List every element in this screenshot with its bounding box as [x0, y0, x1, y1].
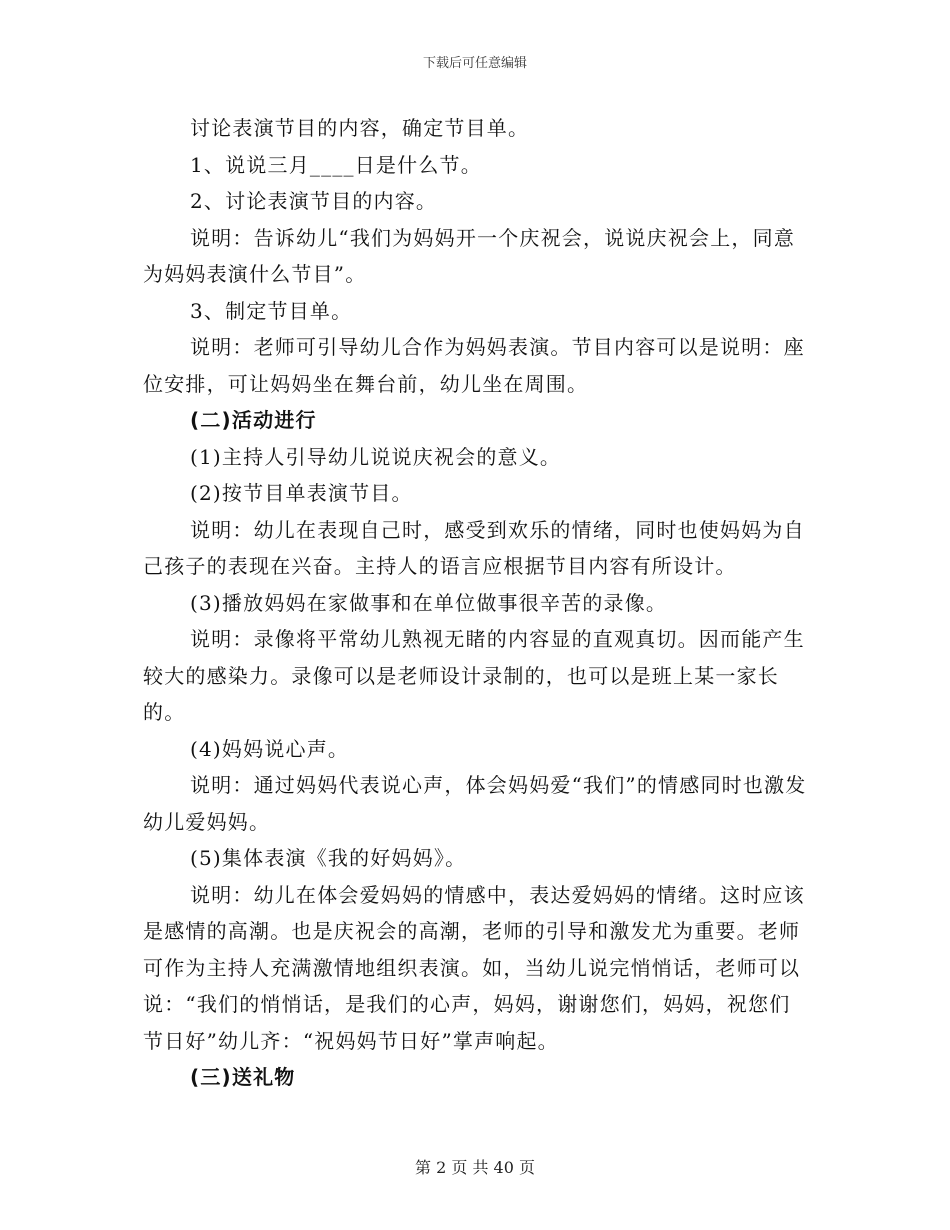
list-item: (3)播放妈妈在家做事和在单位做事很辛苦的录像。 — [190, 590, 668, 615]
paragraph: 说明：幼儿在表现自己时，感受到欢乐的情绪，同时也使妈妈为自己孩子的表现在兴奋。主持人的语言应根据节目内容有所设计。 — [143, 517, 805, 578]
paragraph: 讨论表演节目的内容，确定节目单。 — [190, 116, 530, 140]
paragraph: 说明：幼儿在体会爱妈妈的情感中，表达爱妈妈的情绪。这时应该是感情的高潮。也是庆祝会的高潮，老师的引导和激发尤为重要。老师可作为主持人充满激情地组织表演。如，当幼儿说完悄悄话，老师可以说：“我们的悄悄话，是我们的心声，妈妈，谢谢您们，妈妈，祝您们节日好”幼儿齐：“祝妈妈节日好”掌声响起。 — [143, 882, 805, 1053]
page-footer: 第 2 页 共 40 页 — [415, 1158, 535, 1177]
document-body — [143, 110, 807, 1096]
paragraph: 说明：通过妈妈代表说心声，体会妈妈爱“我们”的情感同时也激发幼儿爱妈妈。 — [143, 773, 807, 834]
list-item: (5)集体表演《我的好妈妈》。 — [190, 846, 467, 870]
paragraph: 说明：老师可引导幼儿合作为妈妈表演。节目内容可以是说明：座位安排，可让妈妈坐在舞台前，幼儿坐在周围。 — [143, 335, 805, 396]
list-item: (2)按节目单表演节目。 — [190, 481, 413, 505]
page-header: 下载后可任意编辑 — [422, 56, 527, 71]
paragraph: 说明：告诉幼儿“我们为妈妈开一个庆祝会，说说庆祝会上，同意为妈妈表演什么节目”。 — [143, 225, 796, 286]
list-item: (4)妈妈说心声。 — [190, 736, 350, 761]
list-item: 3、制定节目单。 — [190, 298, 353, 323]
list-item: (1)主持人引导幼儿说说庆祝会的意义。 — [190, 444, 562, 469]
list-item: 1、说说三月____日是什么节。 — [190, 152, 482, 177]
section-heading: (三)送礼物 — [190, 1065, 296, 1089]
list-item: 2、讨论表演节目的内容。 — [190, 189, 438, 213]
section-heading: (二)活动进行 — [190, 408, 317, 432]
paragraph: 说明：录像将平常幼儿熟视无睹的内容显的直观真切。因而能产生较大的感染力。录像可以是老师设计录制的，也可以是班上某一家长的。 — [143, 627, 805, 724]
